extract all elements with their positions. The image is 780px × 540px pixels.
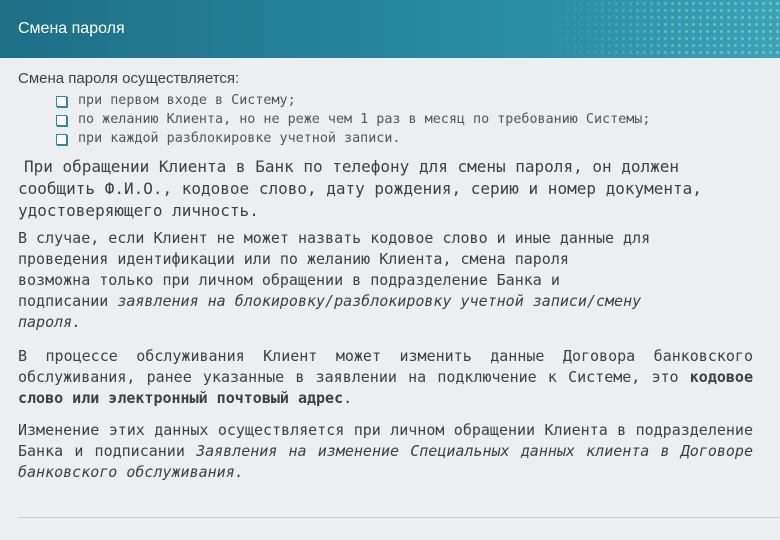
square-bullet-icon [56, 115, 67, 126]
paragraph-change-data: В процессе обслуживания Клиент может изменить данные Договора банковского обслуживания, ранее указанные в заявлении на подключение к Системе, это кодовое слово или электронный почтовый адрес. [18, 347, 753, 407]
slide-title: Смена пароля [18, 20, 125, 37]
list-item: при каждой разблокировке учетной записи. [56, 129, 650, 148]
paragraph-change-procedure: Изменение этих данных осуществляется при личном обращении Клиента в подразделение Банка и подписании Заявления на изменение Специальных данных клиента в Договоре банковского обслуживания. [18, 421, 753, 481]
list-item: при первом входе в Систему; [56, 91, 650, 110]
square-bullet-icon [56, 134, 67, 145]
intro-text: Смена пароля осуществляется: [18, 70, 240, 87]
bullet-list [56, 91, 650, 148]
list-item: по желанию Клиента, но не реже чем 1 раз в месяц по требованию Системы; [56, 110, 650, 129]
square-bullet-icon [56, 96, 67, 107]
paragraph-in-person: В случае, если Клиент не может назвать кодовое слово и иные данные для проведения идентификации или по желанию Клиента, смена пароля возможна только при личном обращении в подразделение Банка и подписании заявления на блокировку/разблокировку учетной записи/смену пароля. [18, 229, 651, 331]
header-dot-pattern [550, 0, 780, 58]
slide-header [0, 0, 780, 58]
footer-divider [18, 517, 780, 518]
paragraph-phone-request: При обращении Клиента в Банк по телефону для смены пароля, он должен сообщить Ф.И.О., кодовое слово, дату рождения, серию и номер документа, удостоверяющего личность. [18, 157, 702, 220]
